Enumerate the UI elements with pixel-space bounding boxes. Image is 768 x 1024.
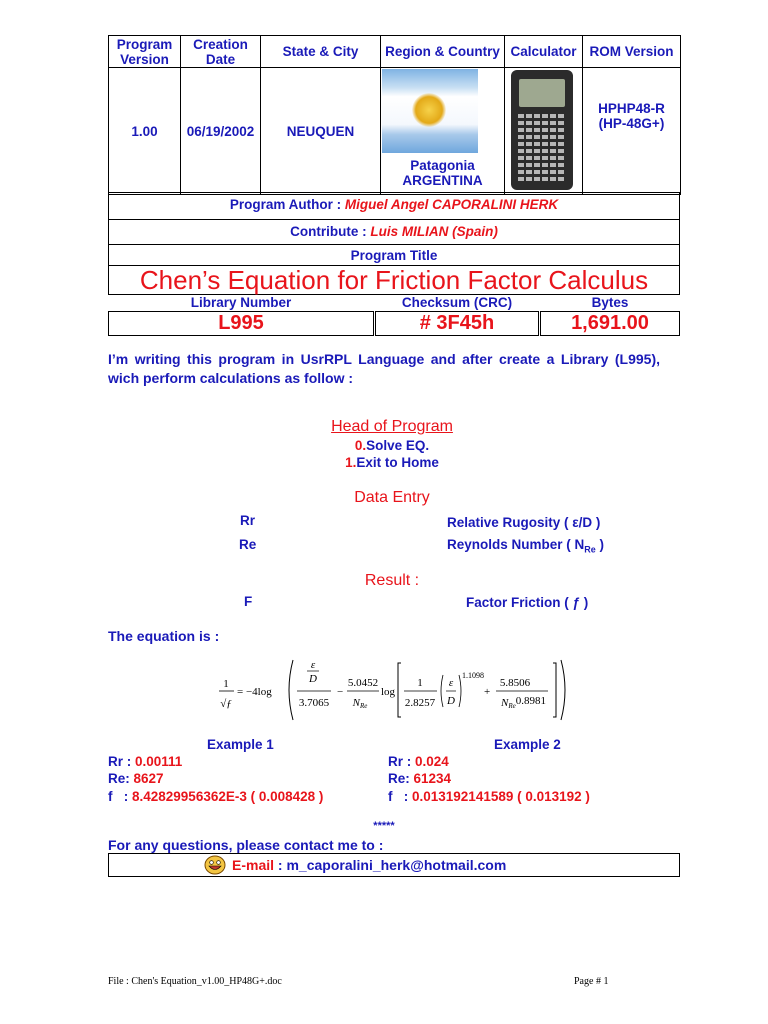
library-value: L995	[218, 312, 264, 334]
rom-line1: HPHP48-R	[598, 101, 665, 116]
eq-minus: −	[337, 686, 344, 698]
re-description: Reynolds Number ( $N_{Re}$ )	[447, 537, 605, 555]
f-label: F	[244, 594, 253, 609]
calculator-keys	[518, 114, 566, 184]
head-of-program-title: Head of Program	[331, 418, 453, 435]
author-line	[108, 197, 680, 212]
rom-line2: (HP-48G+)	[598, 116, 665, 131]
contribute-name: Luis MILIAN (Spain)	[370, 224, 498, 239]
head-item-0	[292, 438, 492, 453]
chen-equation	[215, 655, 575, 725]
col-creation-date: Creation Date	[181, 36, 261, 68]
example-2-f: f : 0.013192141589 ( 0.013192 )	[388, 789, 590, 804]
eq-c4: 5.8506	[499, 677, 531, 689]
rr-label: Rr	[240, 513, 256, 528]
head-item-0-text: Solve EQ.	[366, 438, 430, 453]
head-item-1-text: Exit to Home	[356, 455, 439, 470]
eq-lhs-den: √ƒ	[220, 698, 232, 710]
hp48-calculator-image	[511, 70, 573, 190]
eq-nre: NRe	[352, 697, 368, 710]
email-label: E-mail	[232, 857, 275, 873]
example-2-rr: Rr : 0.024	[388, 754, 449, 769]
region-line2: ARGENTINA	[402, 173, 483, 188]
footer-file: File : Chen's Equation_v1.00_HP48G+.doc	[108, 976, 282, 987]
example-1-title: Example 1	[207, 737, 274, 752]
eq-plus: +	[484, 686, 491, 698]
creation-date-value: 06/19/2002	[181, 68, 261, 195]
program-title-label: Program Title	[350, 248, 438, 263]
re-label: Re	[239, 537, 257, 552]
eq-one: 1	[417, 677, 423, 689]
checksum-label: Checksum (CRC)	[401, 295, 513, 310]
example-1-f: f : 8.42829956362E-3 ( 0.008428 )	[108, 789, 324, 804]
example-1-rr: Rr : 0.00111	[108, 754, 183, 769]
program-title: Chen’s Equation for Friction Factor Calculus	[139, 265, 649, 295]
eq-D-2: D	[447, 695, 455, 707]
intro-paragraph: I’m writing this program in UsrRPL Language and after create a Library (L995), wich perform calculations as follow :	[108, 351, 660, 386]
rr-description: Relative Rugosity ( ε/D )	[447, 515, 601, 530]
head-item-1-num: 1.	[345, 455, 357, 470]
eq-eps-2: ε	[448, 677, 454, 689]
eq-log: log	[381, 686, 396, 698]
bytes-label: Bytes	[591, 295, 629, 310]
eq-c1: 3.7065	[298, 697, 330, 709]
eq-c2: 5.0452	[347, 677, 379, 689]
sun-of-may-icon	[412, 93, 446, 127]
rom-cell	[583, 68, 681, 195]
eq-nre-2: NRe0.8981	[501, 695, 546, 710]
footer-page: Page # 1	[574, 976, 609, 987]
email-line: E-mail : m_caporalini_herk@hotmail.com	[232, 857, 507, 873]
col-rom-version: ROM Version	[583, 36, 681, 68]
equation-label: The equation is :	[108, 628, 220, 644]
result-title: Result :	[364, 572, 420, 589]
author-label: Program Author :	[229, 197, 342, 212]
separator-stars: *****	[373, 820, 395, 832]
email-address[interactable]: m_caporalini_herk@hotmail.com	[286, 857, 507, 873]
example-1-re: Re: 8627	[108, 771, 164, 786]
eq-eps: ε	[310, 659, 316, 671]
contribute-label: Contribute :	[290, 224, 367, 239]
program-version-value: 1.00	[109, 68, 181, 195]
checksum-value: # 3F45h	[419, 312, 495, 334]
state-city-value: NEUQUEN	[261, 68, 381, 195]
eq-c3: 2.8257	[404, 697, 436, 709]
col-calculator: Calculator	[505, 36, 583, 68]
contact-question: For any questions, please contact me to :	[108, 837, 384, 853]
region-line1: Patagonia	[410, 158, 475, 173]
bytes-value: 1,691.00	[571, 312, 649, 334]
library-label: Library Number	[190, 295, 292, 310]
calculator-screen	[519, 79, 565, 107]
argentina-flag-image	[382, 69, 478, 153]
col-program-version: Program Version	[109, 36, 181, 68]
head-item-0-num: 0.	[354, 438, 367, 453]
smiley-icon	[204, 855, 226, 875]
eq-pow: 1.1098	[462, 671, 484, 680]
example-2-re: Re: 61234	[388, 771, 452, 786]
data-entry-title: Data Entry	[354, 489, 430, 506]
author-name: Miguel Angel CAPORALINI HERK	[344, 197, 559, 212]
eq-equals-log: = −4log	[237, 686, 272, 698]
col-region-country: Region & Country	[381, 36, 505, 68]
contribute-line	[108, 224, 680, 239]
f-description: Factor Friction ( ƒ )	[466, 595, 589, 610]
example-2-title: Example 2	[494, 737, 561, 752]
eq-lhs-num: 1	[223, 678, 229, 690]
col-state-city: State & City	[261, 36, 381, 68]
eq-D: D	[309, 673, 317, 685]
head-item-1	[292, 455, 492, 470]
